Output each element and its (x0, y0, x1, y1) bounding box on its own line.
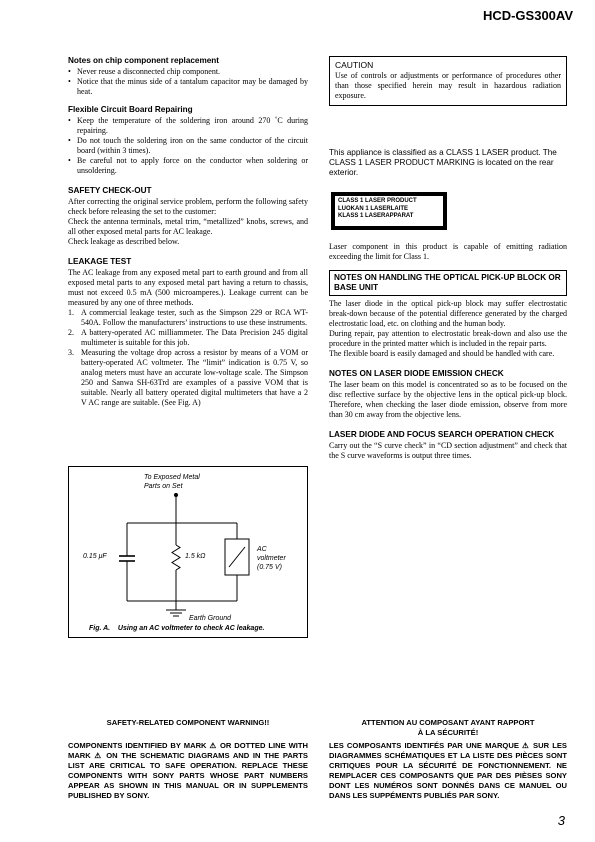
focus-search-text: Carry out the “S curve check” in “CD section adjustment” and check that the S curve waveforms is output three times. (329, 441, 567, 460)
figure-caption: Fig. A. Using an AC voltmeter to check AC leakage. (89, 625, 265, 632)
model-number: HCD-GS300AV (482, 8, 573, 23)
probe-label: To Exposed Metal Parts on Set (144, 474, 200, 490)
warning-text-fr: LES COMPOSANTS IDENTIFÉS PAR UNE MARQUE ⚠ SUR LES DIAGRAMMES SCHÉMATIQUES ET LA LISTE DES PIÈCES SONT CRITIQUES POUR LA SÉCURITÉ DE FONCTIONNEMENT. NE REMPLACER CES COMPOSANTS QUE PAR DES PIÈSES SONY DONT LES NUMÉROS SONT DONNÉS DANS CE MANUEL OU DANS LES SUPPÉMENTS PUBLIÉS PAR SONY. (329, 741, 567, 800)
resistor-label: 1.5 kΩ (185, 553, 206, 560)
safety-warning-french (329, 718, 567, 801)
emission-check-text: The laser beam on this model is concentrated so as to be focused on the disc reflective surface by the objective lens in the optical pick-up block. Therefore, when checking the laser diode emission, observe from more than 30 cm away from the objective lens. (329, 380, 567, 419)
chip-notes-title: Notes on chip component replacement (68, 56, 220, 65)
safety-warning-english (68, 718, 308, 801)
right-column (329, 56, 567, 461)
leakage-paragraph: The AC leakage from any exposed metal part to earth ground and from all exposed metal parts to any exposed metal part having a return to chassis, must not exceed 0.5 mA (500 microamperes.). Leakage current can be measured by any one of three methods. (68, 268, 308, 307)
list-item: 2. A battery-operated AC milliammeter. The Data Precision 245 digital multimeter is suitable for this job. (68, 328, 308, 347)
leakage-test-title: LEAKAGE TEST (68, 257, 132, 266)
list-item: • Never reuse a disconnected chip component. (68, 67, 308, 77)
flex-board-title: Flexible Circuit Board Repairing (68, 105, 193, 114)
safety-checkout-title: SAFETY CHECK-OUT (68, 186, 152, 195)
warning-title-fr-2: À LA SÉCURITÉ! (417, 728, 479, 737)
earth-ground-label: Earth Ground (189, 615, 232, 622)
focus-search-title: LASER DIODE AND FOCUS SEARCH OPERATION CHECK (329, 430, 555, 439)
caution-box (329, 56, 567, 106)
list-item: • Be careful not to apply force on the conductor when soldering or unsoldering. (68, 156, 308, 176)
list-item: • Keep the temperature of the soldering iron around 270 ˚C during repairing. (68, 116, 308, 136)
list-item: • Do not touch the soldering iron on the same conductor of the circuit board (within 3 times). (68, 136, 308, 156)
handling-paragraph: The laser diode in the optical pick-up block may suffer electrostatic break-down because of the potential difference generated by the charged electrostatic load, etc. on clothing and the human body. (329, 299, 567, 328)
safety-paragraph: Check leakage as described below. (68, 237, 180, 246)
laser-component-text: Laser component in this product is capable of emitting radiation exceeding the limit for Class 1. (329, 242, 567, 261)
safety-paragraph: After correcting the original service problem, perform the following safety check before releasing the set to the customer: (68, 197, 308, 216)
figure-a (68, 466, 308, 638)
leakage-methods-list (68, 308, 308, 408)
caution-title: CAUTION (335, 60, 374, 70)
flex-board-list (68, 116, 308, 176)
capacitor-label: 0.15 μF (83, 553, 107, 560)
handling-paragraph: The flexible board is easily damaged and should be handled with care. (329, 349, 555, 358)
emission-check-title: NOTES ON LASER DIODE EMISSION CHECK (329, 369, 504, 378)
safety-paragraph: Check the antenna terminals, metal trim, “metallized” knobs, screws, and all other exposed metal parts for AC leakage. (68, 217, 308, 236)
list-item: • Notice that the minus side of a tantalum capacitor may be damaged by heat. (68, 77, 308, 97)
warning-title-fr: ATTENTION AU COMPOSANT AYANT RAPPORT (361, 718, 535, 727)
warning-title-en: SAFETY-RELATED COMPONENT WARNING!! (106, 718, 270, 727)
warning-text-en: COMPONENTS IDENTIFIED BY MARK ⚠ OR DOTTED LINE WITH MARK ⚠ ON THE SCHEMATIC DIAGRAMS AND IN THE PARTS LIST ARE CRITICAL TO SAFE OPERATION. REPLACE THESE COMPONENTS WITH SONY PARTS WHOSE PART NUMBERS APPEAR AS SHOWN IN THIS MANUAL OR IN SUPPLEMENTS PUBLISHED BY SONY. (68, 741, 308, 800)
handling-paragraph: During repair, pay attention to electrostatic break-down and also use the procedure in the printed matter which is included in the repair parts. (329, 329, 567, 348)
class-1-laser-text: This appliance is classified as a CLASS 1 LASER product. The CLASS 1 LASER PRODUCT MARKING is located on the rear exterior. (329, 148, 557, 177)
list-item: 3. Measuring the voltage drop across a resistor by means of a VOM or battery-operated AC voltmeter. The “limit” indication is 0.75 V, so analog meters must have an accurate low-voltage scale. The Simpson 250 and Sanwa SH-63Trd are examples of a passive VOM that is suitable. Nearly all battery operated digital multimeters that have a 2 V AC range are suitable. (See Fig. A) (68, 348, 308, 407)
list-item: 1. A commercial leakage tester, such as the Simpson 229 or RCA WT-540A. Follow the manufacturers’ instructions to use these instruments. (68, 308, 308, 327)
class-1-laser-label: CLASS 1 LASER PRODUCT LUOKAN 1 LASERLAITE KLASS 1 LASERAPPARAT (331, 192, 447, 230)
caution-text: Use of controls or adjustments or performance of procedures other than those specified herein may result in hazardous radiation exposure. (335, 71, 561, 100)
left-column (68, 56, 308, 408)
handling-title: NOTES ON HANDLING THE OPTICAL PICK-UP BLOCK OR BASE UNIT (334, 273, 561, 292)
page-number: 3 (557, 813, 565, 828)
handling-title-box (329, 270, 567, 296)
voltmeter-label: AC voltmeter (0.75 V) (257, 546, 286, 571)
chip-notes-list (68, 67, 308, 97)
